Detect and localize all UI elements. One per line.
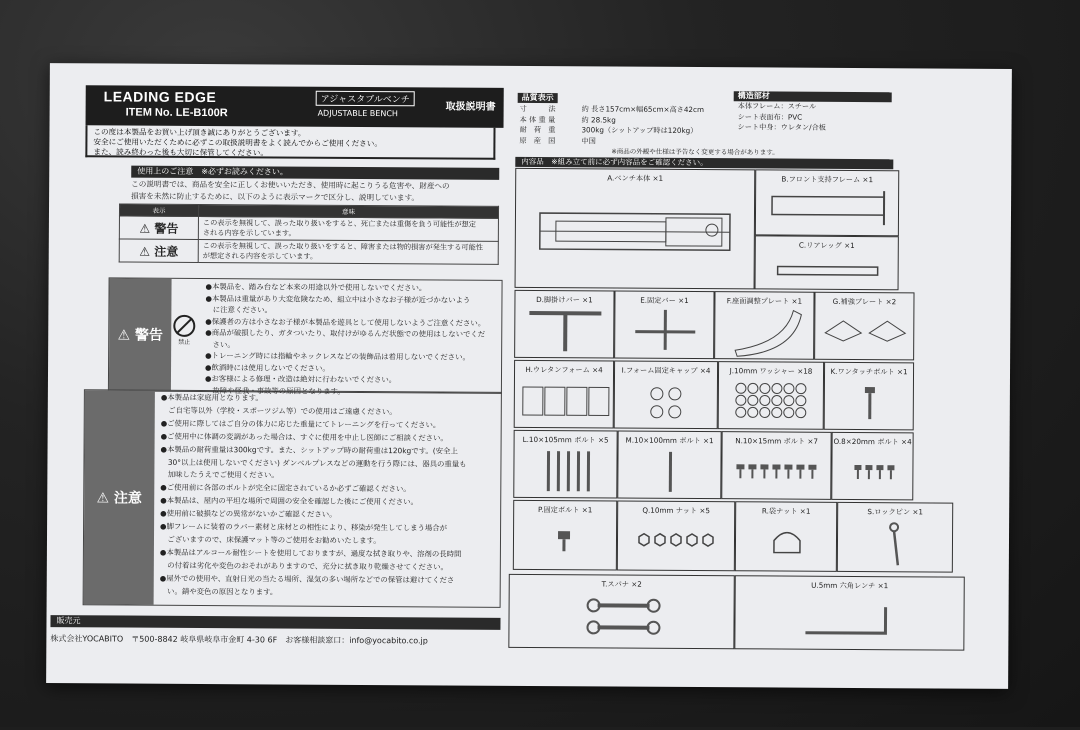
part-label: J.10mm ワッシャー ×18 — [719, 366, 823, 377]
part-label: P.固定ボルト ×1 — [514, 505, 616, 516]
spec-key: 原 産 国 — [519, 135, 581, 146]
warning-item: ●商品が破損したり、ガタついたり、取付けがゆるんだ状態での使用はしないでくだ — [205, 327, 485, 340]
usage-title: 使用上のご注意 ※必ずお読みください。 — [131, 166, 499, 180]
prohibit-icon — [173, 315, 195, 355]
title-header — [86, 85, 504, 128]
leg-bar-icon — [515, 291, 615, 360]
warning-list — [205, 281, 486, 398]
spec-title: 品質表示 — [518, 93, 558, 103]
spec-value: 300kg（シットアップ時は120kg） — [581, 125, 697, 135]
bolt-head-shape — [784, 465, 792, 470]
part-j-cell — [718, 361, 824, 430]
bench-body-icon — [516, 169, 757, 290]
warning-item: さい。 — [205, 339, 485, 352]
caution-item: ご自宅等以外（学校・スポーツジム等）での使用はご遠慮ください。 — [161, 405, 467, 420]
bolt-head-shape — [748, 464, 756, 469]
washer-shape — [748, 395, 758, 405]
washer-shape — [796, 408, 806, 418]
part-label: F.座面調整プレート ×1 — [715, 296, 813, 307]
washer-shape — [760, 407, 770, 417]
caution-item: ●本製品は家庭用となります。 — [161, 392, 467, 407]
warning-box — [108, 277, 503, 393]
part-label: I.フォーム固定キャップ ×4 — [615, 366, 717, 377]
part-m-cell — [617, 431, 721, 500]
intro-line: また、読み終わった後も大切に保管してください。 — [93, 147, 487, 159]
usage-text — [131, 179, 450, 205]
seller-title: 販売元 — [50, 615, 500, 630]
spec-value: 中国 — [581, 136, 595, 145]
washer-icon — [719, 362, 825, 431]
part-label: S.ロックピン ×1 — [838, 507, 952, 518]
caution-list — [160, 392, 467, 600]
spec-note: ※商品の外観や仕様は予告なく変更する場合があります。 — [611, 146, 778, 158]
hex-wrench-icon — [735, 576, 965, 651]
cap-nut-icon — [736, 502, 838, 573]
part-r-cell — [735, 501, 837, 572]
part-label: H.ウレタンフォーム ×4 — [515, 365, 613, 376]
materials-title: 構造部材 — [734, 91, 892, 102]
part-label: L.10×105mm ボルト ×5 — [515, 435, 617, 446]
part-c-cell — [755, 235, 899, 290]
bolt-head-shape — [865, 465, 872, 470]
bolt-head-shape — [808, 465, 816, 470]
part-label: B.フロント支持フレーム ×1 — [756, 174, 898, 185]
part-label: A.ベンチ本体 ×1 — [516, 173, 754, 184]
warning-item: ●本製品は重量があり大変危険なため、組立中は小さなお子様が近づかないよう — [205, 293, 485, 306]
part-i-cell — [614, 361, 718, 430]
intro-box — [85, 125, 495, 160]
seller-info: 株式会社YOCABITO 〒500-8842 岐阜県岐阜市金町 4-30 6F お客様相談窓口：info@yocabito.co.jp — [50, 633, 500, 647]
caution-item: 加味したうえでご使用ください。 — [160, 469, 466, 484]
usage-line: 損害を未然に防止するために、以下のように表示マークで区分し、説明しています。 — [131, 191, 450, 205]
parts-title: 内容品 ※組み立て前に必ず内容品をご確認ください。 — [515, 157, 893, 169]
caution-item: い。錆や変色の原因となります。 — [160, 585, 466, 600]
part-label: M.10×100mm ボルト ×1 — [619, 436, 721, 447]
caution-item: ございますので、床保護マット等のご使用をお勧めいたします。 — [160, 534, 466, 549]
part-q-cell — [617, 501, 735, 572]
washer-shape — [760, 395, 770, 405]
caution-item: ●本製品の耐荷重量は300kgです。また、シットアップ時の耐荷重は120kgです。(安全上 — [161, 443, 467, 458]
meaning-line: この表示を無視して、誤った取り扱いをすると、死亡または重傷を負う可能性が想定 — [203, 218, 494, 230]
bolt-head-shape — [796, 465, 804, 470]
materials-list — [737, 101, 826, 133]
nut-shape — [655, 534, 665, 546]
part-label: D.脚掛けバー ×1 — [515, 295, 613, 306]
part-label: C.リアレッグ ×1 — [756, 240, 898, 251]
washer-shape — [772, 407, 782, 417]
warning-item: に注意ください。 — [205, 304, 485, 317]
part-k-cell — [824, 362, 914, 431]
adjust-plate-icon — [715, 292, 815, 361]
quick-bolt-icon — [825, 363, 915, 432]
bolt-head-shape — [876, 465, 883, 470]
rear-leg-icon — [756, 236, 900, 291]
caution-item: の付着は劣化や変色のおそれがありますので、充分に拭き取り乾燥させてください。 — [160, 560, 466, 575]
spec-row — [519, 135, 703, 147]
caution-item: ●ご使用前に各部のボルトが完全に固定されているか必ずご確認ください。 — [160, 482, 466, 497]
brand-name: LEADING EDGE — [104, 88, 217, 105]
part-o-cell — [831, 432, 913, 500]
washer-shape — [784, 396, 794, 406]
nut-icon — [618, 502, 736, 573]
washer-shape — [760, 383, 770, 393]
caution-label: ⚠ 注意 — [84, 390, 155, 604]
part-d-cell — [514, 290, 614, 359]
material-row: シート中身：ウレタン/合板 — [737, 122, 825, 133]
nut-shape — [639, 534, 649, 546]
prohibit-text: 禁止 — [173, 337, 195, 346]
part-t-cell — [508, 574, 734, 649]
warning-item: 故障や怪我・事故等の原因となります。 — [205, 385, 485, 398]
caution-item: ●屋外での使用や、直射日光の当たる場所、湿気の多い場所などでの保管は避けてくださ — [160, 572, 466, 587]
warning-item: ●飲酒時には使用しないでください。 — [205, 362, 485, 375]
part-p-cell — [513, 500, 617, 571]
washer-shape — [772, 383, 782, 393]
part-u-cell — [734, 575, 964, 650]
material-row: シート表面布：PVC — [738, 112, 826, 123]
part-e-cell — [614, 291, 714, 360]
sign-warning: ⚠ 警告 — [119, 216, 198, 239]
caution-item: ●ご使用に際してはご自分の体力に応じた重量にてトレーニングを行ってください。 — [161, 418, 467, 433]
washer-shape — [796, 384, 806, 394]
sign-table — [119, 203, 499, 264]
nut-shape — [703, 534, 713, 546]
nut-shape — [687, 534, 697, 546]
front-frame-icon — [756, 170, 900, 237]
foam-icon — [515, 361, 615, 430]
part-label: E.固定バー ×1 — [615, 296, 713, 307]
reinforce-plate-icon — [815, 293, 915, 362]
seller-section — [50, 615, 500, 647]
usage-line: この説明書では、商品を安全に正しくお使いいただき、使用時に起こりうる危害や、財産への — [131, 179, 450, 193]
bolt-105-icon — [514, 431, 618, 500]
spec-list — [519, 104, 704, 147]
intro-line: この度は本製品をお買い上げ頂き誠にありがとうございます。 — [93, 127, 487, 139]
meaning-line: この表示を無視して、誤った取り扱いをすると、障害または物的損害が発生する可能性 — [203, 241, 494, 253]
part-label: Q.10mm ナット ×5 — [618, 506, 734, 517]
warning-item: ●保護者の方は小さなお子様が本製品を遊具として使用しないようご注意ください。 — [205, 316, 485, 329]
meaning-warning — [198, 216, 498, 241]
part-label: O.8×20mm ボルト ×4 — [833, 437, 913, 447]
nut-shape — [671, 534, 681, 546]
washer-shape — [784, 384, 794, 394]
part-label: T.スパナ ×2 — [510, 579, 734, 590]
spec-key: 本 体 重 量 — [520, 114, 582, 125]
part-a-cell — [515, 168, 756, 289]
part-g-cell — [814, 292, 914, 361]
product-name-jp: アジャスタブルベンチ — [316, 91, 415, 107]
meaning-caution — [198, 239, 498, 264]
fixing-bar-icon — [615, 292, 715, 361]
bolt-head-shape — [887, 465, 894, 470]
part-s-cell — [837, 502, 953, 573]
part-label: N.10×15mm ボルト ×7 — [723, 436, 831, 447]
part-n-cell — [721, 431, 831, 500]
part-b-cell — [755, 169, 899, 236]
meaning-col-head: 意味 — [198, 204, 498, 218]
bolt-head-shape — [736, 464, 744, 469]
lock-pin-icon — [838, 503, 954, 574]
spec-value: 約 長さ157cm×幅65cm×高さ42cm — [582, 104, 704, 114]
part-label: U.5mm 六角レンチ ×1 — [736, 580, 964, 591]
spec-key: 耐 荷 重 — [519, 125, 581, 136]
part-label: K.ワンタッチボルト ×1 — [825, 367, 913, 378]
part-f-cell — [714, 291, 814, 360]
warning-item: ●トレーニング時には指輪やネックレスなどの装飾品は着用しないでください。 — [205, 350, 485, 363]
warning-item: ●本製品を、踏み台など本来の用途以外で使用しないでください。 — [206, 281, 486, 294]
product-name-en: ADJUSTABLE BENCH — [318, 109, 398, 118]
fixing-bolt-icon — [514, 501, 618, 572]
manual-title: 取扱説明書 — [446, 97, 496, 112]
caution-item: ●本製品は、屋内の平坦な場所で周囲の安全を確認した後にご使用ください。 — [160, 495, 466, 510]
washer-shape — [736, 395, 746, 405]
bolt-15-icon — [722, 432, 832, 501]
warning-item: ●お客様による修理・改造は絶対に行わないでください。 — [205, 373, 485, 386]
sign-col-head: 表示 — [119, 204, 198, 216]
caution-item: ●本製品はアルコール耐性シートを使用しておりますが、過度な拭き取りや、溶剤の長時間 — [160, 547, 466, 562]
bolt-head-shape — [772, 464, 780, 469]
foam-cap-icon — [615, 362, 719, 431]
meaning-line: される内容を示しています。 — [203, 228, 494, 240]
bolt-100-icon — [618, 432, 722, 501]
spec-value: 約 28.5kg — [582, 115, 616, 124]
washer-shape — [748, 407, 758, 417]
part-h-cell — [514, 360, 614, 429]
part-label: G.補強プレート ×2 — [815, 297, 913, 308]
caution-item: ●ご使用中に体調の変調があった場合は、すぐに使用を中止し医師にご相談ください。 — [161, 430, 467, 445]
washer-shape — [772, 395, 782, 405]
item-number: ITEM No. LE-B100R — [126, 107, 228, 120]
washer-shape — [784, 408, 794, 418]
spec-key: 寸 法 — [520, 104, 582, 115]
sign-caution: ⚠ 注意 — [119, 239, 198, 262]
washer-shape — [796, 396, 806, 406]
washer-shape — [736, 407, 746, 417]
bolt-head-shape — [760, 464, 768, 469]
caution-box — [83, 389, 502, 608]
washer-shape — [736, 383, 746, 393]
bolt-20-icon — [832, 433, 914, 501]
caution-item: ●使用前に破損などの異常がないかご確認ください。 — [160, 508, 466, 523]
part-l-cell — [513, 430, 617, 499]
intro-line: 安全にご使用いただくために必ずこの取扱説明書をよく読んでからご使用ください。 — [93, 137, 487, 149]
meaning-line: が想定される内容を示しています。 — [203, 251, 494, 263]
bolt-head-shape — [854, 465, 861, 470]
washer-shape — [748, 383, 758, 393]
warning-label: ⚠ 警告 — [109, 278, 172, 390]
spanner-icon — [509, 575, 735, 650]
caution-item: ●脚フレームに装着のラバー素材と床材との相性により、移染が発生してしまう場合が — [160, 521, 466, 536]
part-label: R.袋ナット ×1 — [736, 506, 836, 517]
caution-item: 30°以上は使用しないでください) ダンベルプレスなどの運動を行う際には、器具の重量も — [160, 456, 466, 471]
material-row: 本体フレーム：スチール — [738, 101, 826, 112]
